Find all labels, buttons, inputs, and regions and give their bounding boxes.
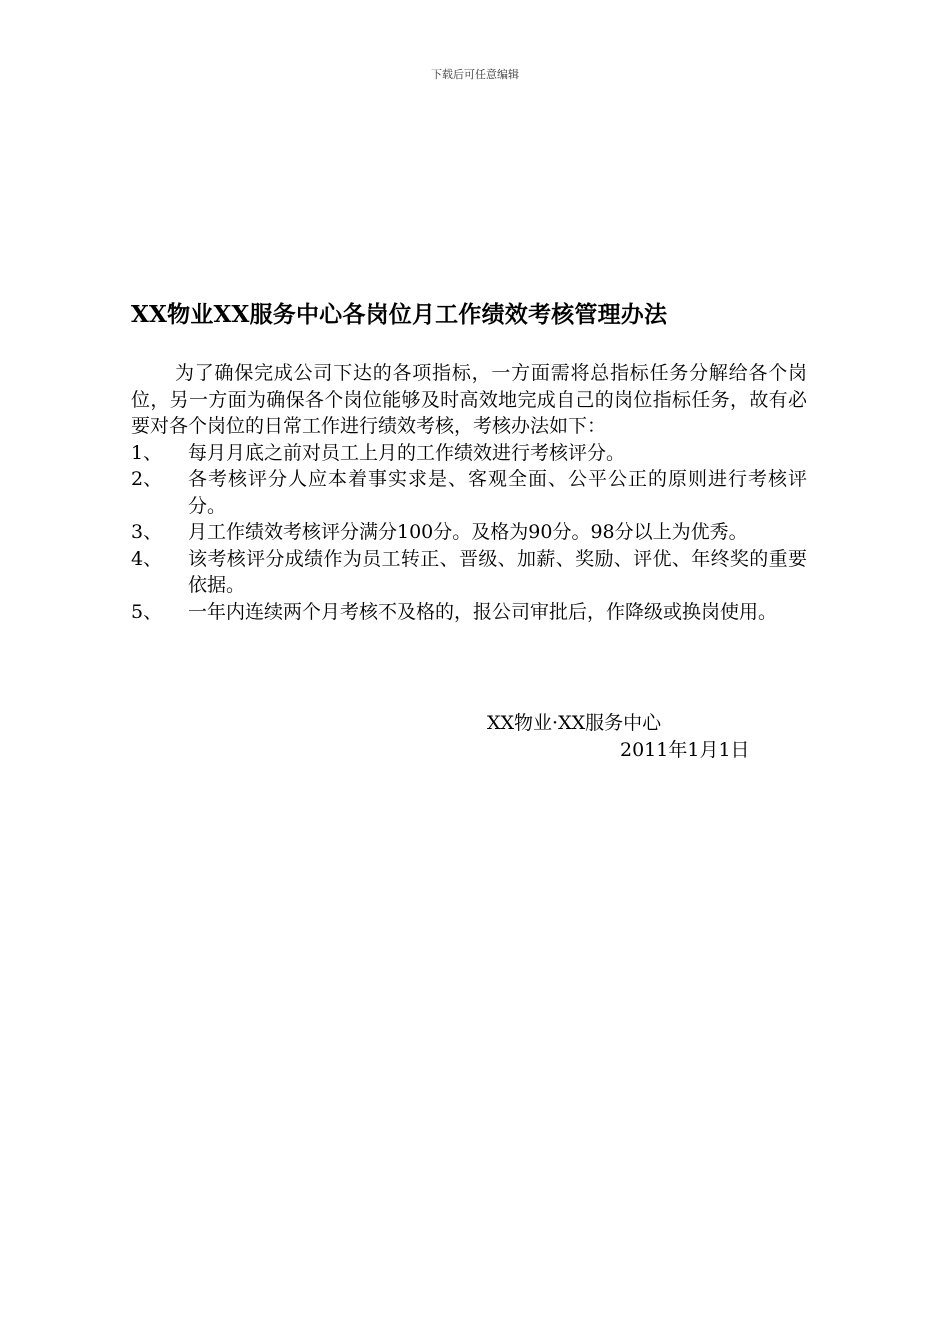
header-note: 下载后可任意编辑 [431, 68, 519, 81]
list-item-text: 该考核评分成绩作为员工转正、晋级、加薪、奖励、评优、年终奖的重要依据。 [188, 547, 807, 596]
list-item-number: 3、 [131, 521, 163, 543]
list-item-text: 各考核评分人应本着事实求是、客观全面、公平公正的原则进行考核评分。 [188, 468, 807, 517]
list-item-number: 2、 [131, 468, 163, 490]
list-item-text: 每月月底之前对员工上月的工作绩效进行考核评分。 [188, 441, 626, 464]
rules-list [131, 440, 807, 626]
list-item [131, 519, 807, 546]
list-item [131, 599, 807, 626]
list-item-text: 月工作绩效考核评分满分100分。及格为90分。98分以上为优秀。 [188, 521, 748, 543]
list-item-text: 一年内连续两个月考核不及格的，报公司审批后，作降级或换岗使用。 [188, 600, 778, 623]
list-item [131, 440, 807, 467]
signature-date: 2011年1月1日 [620, 739, 750, 761]
list-item-number: 5、 [131, 600, 163, 623]
document-body [131, 360, 807, 625]
list-item-number: 4、 [131, 547, 163, 570]
document-title: XX物业XX服务中心各岗位月工作绩效考核管理办法 [131, 301, 668, 328]
intro-paragraph: 为了确保完成公司下达的各项指标，一方面需将总指标任务分解给各个岗位，另一方面为确保各个岗位能够及时高效地完成自己的岗位指标任务，故有必要对各个岗位的日常工作进行绩效考核，考核办法如下： [131, 362, 807, 437]
list-item [131, 466, 807, 519]
signature-org: XX物业·XX服务中心 [487, 712, 662, 734]
list-item [131, 546, 807, 599]
list-item-number: 1、 [131, 441, 163, 464]
